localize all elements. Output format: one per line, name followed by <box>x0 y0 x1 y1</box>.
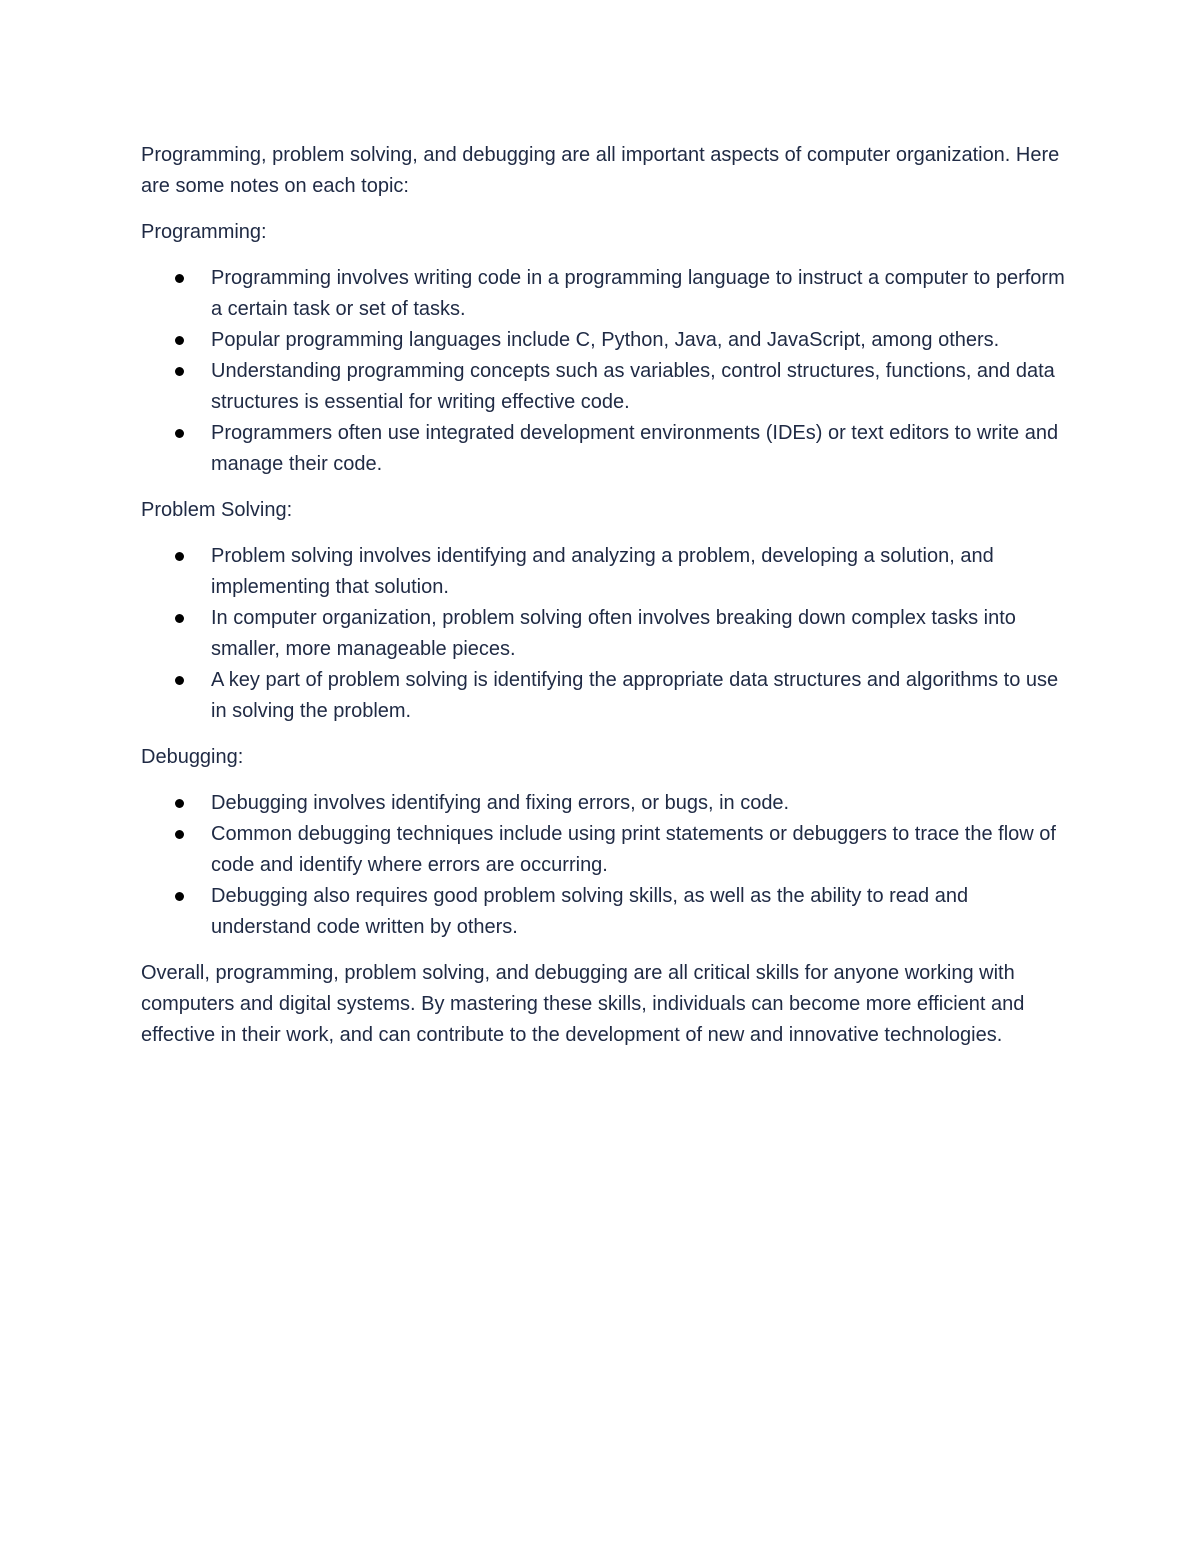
conclusion-paragraph: Overall, programming, problem solving, and debugging are all critical skills for anyone working with computers and digital systems. By mastering these skills, individuals can become more efficient and effective in their work, and can contribute to the development of new and innovative technologies. <box>141 962 1025 1046</box>
section-heading-programming: Programming: <box>141 221 267 243</box>
intro-paragraph: Programming, problem solving, and debugging are all important aspects of computer organization. Here are some notes on each topic: <box>141 144 1060 197</box>
list-item <box>141 418 1071 480</box>
bullet-icon <box>175 552 184 561</box>
list-item-text: Programming involves writing code in a programming language to instruct a computer to perform a certain task or set of tasks. <box>211 267 1065 320</box>
list-item <box>141 325 1071 356</box>
debugging-bullet-list <box>141 788 1071 943</box>
bullet-icon <box>175 274 184 283</box>
list-item-text: Programmers often use integrated development environments (IDEs) or text editors to write and manage their code. <box>211 422 1059 475</box>
bullet-icon <box>175 614 184 623</box>
section-heading-problem-solving: Problem Solving: <box>141 499 293 521</box>
list-item <box>141 881 1071 943</box>
document-body <box>141 140 1071 1066</box>
list-item-text: Popular programming languages include C, Python, Java, and JavaScript, among others. <box>211 329 1000 351</box>
programming-bullet-list <box>141 263 1071 480</box>
list-item <box>141 788 1071 819</box>
list-item-text: In computer organization, problem solving often involves breaking down complex tasks into smaller, more manageable pieces. <box>211 607 1016 660</box>
section-heading-debugging: Debugging: <box>141 746 244 768</box>
bullet-icon <box>175 429 184 438</box>
list-item <box>141 665 1071 727</box>
list-item <box>141 603 1071 665</box>
bullet-icon <box>175 676 184 685</box>
list-item-text: Problem solving involves identifying and analyzing a problem, developing a solution, and implementing that solution. <box>211 545 994 598</box>
bullet-icon <box>175 830 184 839</box>
bullet-icon <box>175 367 184 376</box>
list-item-text: A key part of problem solving is identifying the appropriate data structures and algorithms to use in solving the problem. <box>211 669 1059 722</box>
list-item <box>141 263 1071 325</box>
bullet-icon <box>175 336 184 345</box>
bullet-icon <box>175 892 184 901</box>
list-item-text: Understanding programming concepts such as variables, control structures, functions, and data structures is essential for writing effective code. <box>211 360 1055 413</box>
bullet-icon <box>175 799 184 808</box>
list-item <box>141 819 1071 881</box>
problem-solving-bullet-list <box>141 541 1071 727</box>
list-item <box>141 541 1071 603</box>
list-item-text: Debugging also requires good problem solving skills, as well as the ability to read and understand code written by others. <box>211 885 969 938</box>
list-item <box>141 356 1071 418</box>
list-item-text: Common debugging techniques include using print statements or debuggers to trace the flow of code and identify where errors are occurring. <box>211 823 1056 876</box>
list-item-text: Debugging involves identifying and fixing errors, or bugs, in code. <box>211 792 790 814</box>
